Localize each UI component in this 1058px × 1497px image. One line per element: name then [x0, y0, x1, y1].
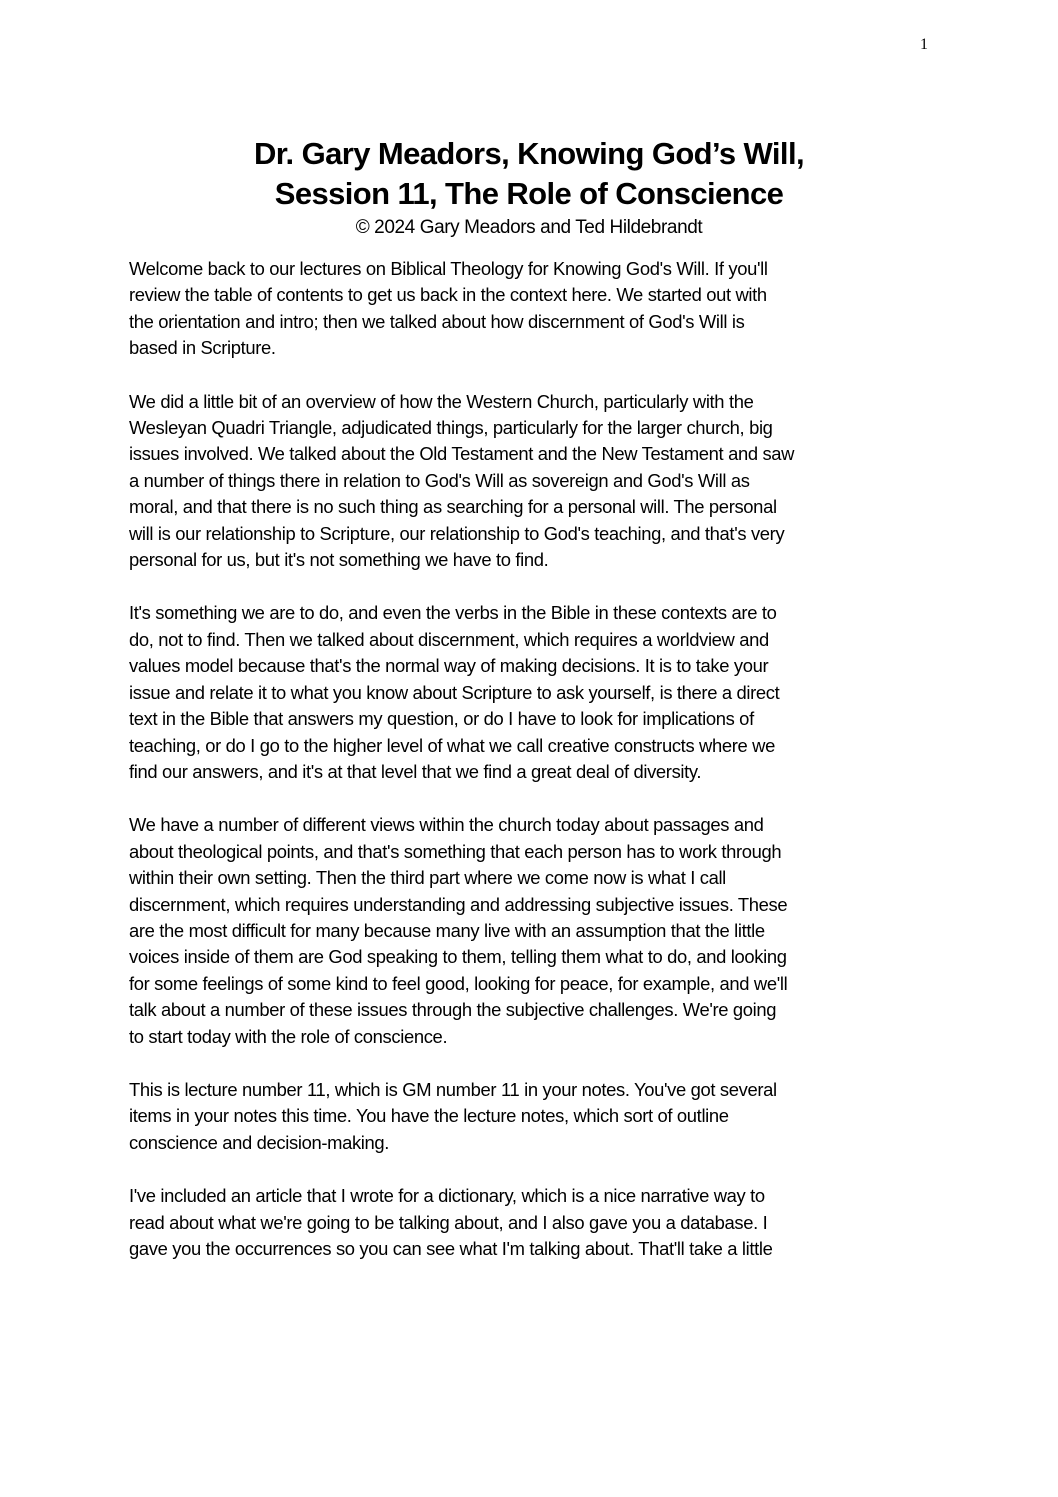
text-line: for some feelings of some kind to feel good, looking for peace, for example, and we'll	[129, 972, 788, 994]
text-line: a number of things there in relation to God's Will as sovereign and God's Will as	[129, 469, 750, 491]
text-line: I've included an article that I wrote for a dictionary, which is a nice narrative way to	[129, 1185, 765, 1207]
text-line: based in Scripture.	[129, 337, 276, 359]
paragraph	[129, 600, 949, 785]
text-line: Wesleyan Quadri Triangle, adjudicated things, particularly for the larger church, big	[129, 417, 773, 439]
text-line: will is our relationship to Scripture, our relationship to God's teaching, and that's very	[129, 522, 785, 544]
text-line: read about what we're going to be talking about, and I also gave you a database. I	[129, 1211, 768, 1233]
text-line: issue and relate it to what you know about Scripture to ask yourself, is there a direct	[129, 681, 780, 703]
text-line: teaching, or do I go to the higher level of what we call creative constructs where we	[129, 734, 775, 756]
text-line: do, not to find. Then we talked about discernment, which requires a worldview and	[129, 628, 769, 650]
text-line: the orientation and intro; then we talked about how discernment of God's Will is	[129, 310, 745, 332]
text-line: issues involved. We talked about the Old Testament and the New Testament and saw	[129, 443, 795, 465]
text-line: talk about a number of these issues through the subjective challenges. We're going	[129, 999, 777, 1021]
paragraph	[129, 1183, 949, 1262]
paragraph	[129, 256, 949, 362]
paragraph	[129, 1077, 949, 1156]
paragraph	[129, 812, 949, 1050]
title-line: Dr. Gary Meadors, Knowing God’s Will,	[254, 136, 804, 171]
paragraph	[129, 389, 949, 574]
copyright: © 2024 Gary Meadors and Ted Hildebrandt	[355, 217, 703, 238]
page-number: 1	[920, 36, 928, 53]
document-title	[0, 134, 1058, 214]
text-line: find our answers, and it's at that level that we find a great deal of diversity.	[129, 760, 702, 782]
text-line: to start today with the role of conscience.	[129, 1025, 448, 1047]
text-line: personal for us, but it's not something we have to find.	[129, 549, 549, 571]
text-line: values model because that's the normal way of making decisions. It is to take your	[129, 655, 769, 677]
text-line: about theological points, and that's something that each person has to work through	[129, 840, 782, 862]
text-line: items in your notes this time. You have the lecture notes, which sort of outline	[129, 1105, 729, 1127]
document-body	[129, 256, 949, 1289]
text-line: within their own setting. Then the third part where we come now is what I call	[129, 867, 726, 889]
text-line: We did a little bit of an overview of how the Western Church, particularly with the	[129, 390, 754, 412]
text-line: We have a number of different views within the church today about passages and	[129, 814, 764, 836]
text-line: discernment, which requires understanding and addressing subjective issues. These	[129, 893, 788, 915]
text-line: It's something we are to do, and even the verbs in the Bible in these contexts are to	[129, 602, 777, 624]
text-line: review the table of contents to get us back in the context here. We started out with	[129, 284, 767, 306]
text-line: Welcome back to our lectures on Biblical Theology for Knowing God's Will. If you'll	[129, 258, 768, 279]
text-line: This is lecture number 11, which is GM number 11 in your notes. You've got several	[129, 1078, 777, 1100]
text-line: conscience and decision-making.	[129, 1131, 390, 1153]
text-line: text in the Bible that answers my question, or do I have to look for implications of	[129, 708, 754, 730]
title-line: Session 11, The Role of Conscience	[274, 176, 784, 211]
text-line: moral, and that there is no such thing as searching for a personal will. The personal	[129, 496, 777, 518]
text-line: gave you the occurrences so you can see what I'm talking about. That'll take a little	[129, 1238, 773, 1259]
text-line: voices inside of them are God speaking to them, telling them what to do, and looking	[129, 946, 787, 968]
text-line: are the most difficult for many because many live with an assumption that the little	[129, 919, 765, 941]
